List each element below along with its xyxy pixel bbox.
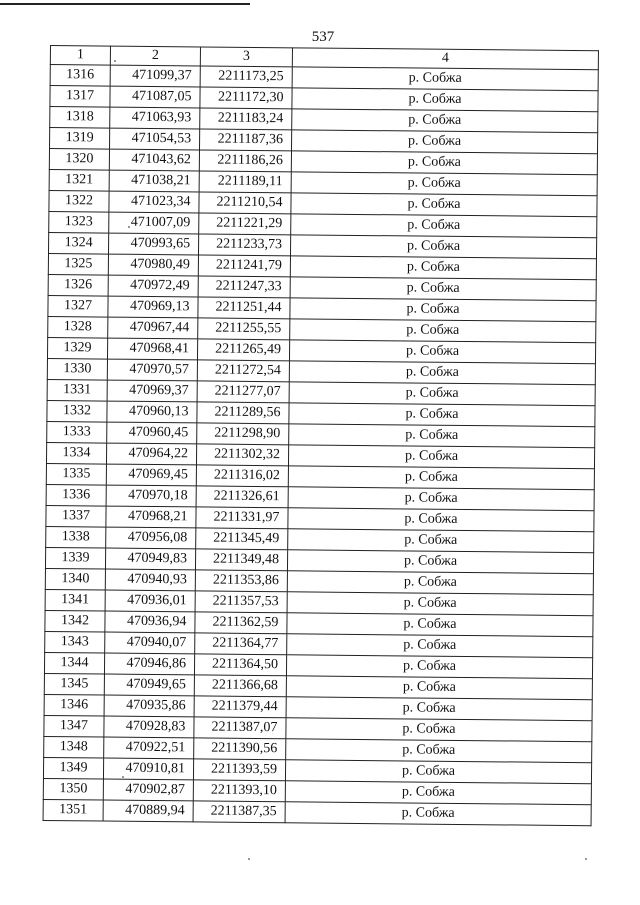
coordinate-x-cell: 471099,37 bbox=[110, 65, 200, 87]
coordinate-y-cell: 2211390,56 bbox=[194, 738, 286, 760]
point-number-cell: 1325 bbox=[48, 253, 108, 275]
location-name-cell: р. Собжа bbox=[287, 613, 593, 637]
point-number-cell: 1340 bbox=[45, 568, 105, 590]
coordinate-x-cell: 470969,13 bbox=[108, 296, 198, 318]
location-name-cell: р. Собжа bbox=[290, 256, 596, 280]
point-number-cell: 1336 bbox=[46, 484, 106, 506]
point-number-cell: 1335 bbox=[46, 463, 106, 485]
point-number-cell: 1319 bbox=[50, 128, 110, 150]
coordinate-x-cell: 470993,65 bbox=[108, 233, 198, 255]
coordinate-y-cell: 2211247,33 bbox=[198, 276, 290, 298]
coordinate-x-cell: 471087,05 bbox=[110, 86, 200, 108]
coordinate-y-cell: 2211289,56 bbox=[197, 402, 289, 424]
location-name-cell: р. Собжа bbox=[289, 382, 595, 406]
point-number-cell: 1349 bbox=[43, 757, 103, 779]
point-number-cell: 1323 bbox=[49, 211, 109, 233]
coordinate-y-cell: 2211357,53 bbox=[195, 591, 287, 613]
coordinate-y-cell: 2211387,35 bbox=[193, 801, 285, 823]
point-number-cell: 1318 bbox=[50, 107, 110, 129]
coordinate-x-cell: 470972,49 bbox=[108, 275, 198, 297]
location-name-cell: р. Собжа bbox=[291, 130, 597, 154]
coordinate-x-cell: 470940,93 bbox=[105, 569, 195, 591]
coordinate-y-cell: 2211233,73 bbox=[198, 234, 290, 256]
coordinate-y-cell: 2211187,36 bbox=[199, 129, 291, 151]
coordinate-y-cell: 2211331,97 bbox=[196, 507, 288, 529]
location-name-cell: р. Собжа bbox=[290, 319, 596, 343]
coordinate-y-cell: 2211172,30 bbox=[200, 87, 292, 109]
location-name-cell: р. Собжа bbox=[290, 277, 596, 301]
location-name-cell: р. Собжа bbox=[289, 361, 595, 385]
scan-speck bbox=[122, 776, 124, 778]
column-header-4: 4 bbox=[292, 48, 598, 70]
location-name-cell: р. Собжа bbox=[285, 781, 591, 805]
point-number-cell: 1329 bbox=[47, 337, 107, 359]
location-name-cell: р. Собжа bbox=[290, 298, 596, 322]
point-number-cell: 1331 bbox=[47, 379, 107, 401]
coordinate-y-cell: 2211364,50 bbox=[194, 654, 286, 676]
coordinate-y-cell: 2211298,90 bbox=[197, 423, 289, 445]
coordinate-y-cell: 2211379,44 bbox=[194, 696, 286, 718]
location-name-cell: р. Собжа bbox=[286, 697, 592, 721]
coordinate-x-cell: 470946,86 bbox=[104, 653, 194, 675]
column-header-3: 3 bbox=[200, 47, 292, 67]
table-row bbox=[43, 799, 591, 825]
point-number-cell: 1348 bbox=[44, 736, 104, 758]
coordinate-x-cell: 470960,45 bbox=[107, 422, 197, 444]
coordinate-x-cell: 470949,83 bbox=[105, 548, 195, 570]
coordinate-y-cell: 2211366,68 bbox=[194, 675, 286, 697]
point-number-cell: 1317 bbox=[50, 86, 110, 108]
point-number-cell: 1346 bbox=[44, 694, 104, 716]
location-name-cell: р. Собжа bbox=[286, 676, 592, 700]
point-number-cell: 1344 bbox=[44, 652, 104, 674]
coordinate-y-cell: 2211183,24 bbox=[200, 108, 292, 130]
location-name-cell: р. Собжа bbox=[288, 466, 594, 490]
location-name-cell: р. Собжа bbox=[287, 592, 593, 616]
coordinate-x-cell: 470910,81 bbox=[103, 758, 193, 780]
location-name-cell: р. Собжа bbox=[285, 760, 591, 784]
location-name-cell: р. Собжа bbox=[288, 529, 594, 553]
coordinate-y-cell: 2211353,86 bbox=[195, 570, 287, 592]
coordinate-x-cell: 470949,65 bbox=[104, 674, 194, 696]
coordinate-x-cell: 471043,62 bbox=[109, 149, 199, 171]
coordinate-x-cell: 470980,49 bbox=[108, 254, 198, 276]
point-number-cell: 1350 bbox=[43, 778, 103, 800]
coordinate-y-cell: 2211387,07 bbox=[194, 717, 286, 739]
scan-edge-mark bbox=[0, 3, 250, 5]
coordinate-y-cell: 2211364,77 bbox=[195, 633, 287, 655]
coordinate-y-cell: 2211345,49 bbox=[196, 528, 288, 550]
point-number-cell: 1320 bbox=[49, 149, 109, 171]
coordinate-x-cell: 470902,87 bbox=[103, 779, 193, 801]
point-number-cell: 1322 bbox=[49, 190, 109, 212]
coordinate-y-cell: 2211265,49 bbox=[197, 339, 289, 361]
scan-speck bbox=[128, 226, 130, 228]
location-name-cell: р. Собжа bbox=[286, 739, 592, 763]
location-name-cell: р. Собжа bbox=[289, 403, 595, 427]
point-number-cell: 1330 bbox=[47, 358, 107, 380]
point-number-cell: 1328 bbox=[48, 316, 108, 338]
coordinate-x-cell: 470936,01 bbox=[105, 590, 195, 612]
point-number-cell: 1351 bbox=[43, 799, 103, 821]
point-number-cell: 1334 bbox=[46, 442, 106, 464]
coordinate-x-cell: 470969,37 bbox=[107, 380, 197, 402]
page-number: 537 bbox=[311, 29, 335, 45]
coordinate-x-cell: 470968,41 bbox=[107, 338, 197, 360]
scan-speck bbox=[114, 60, 116, 62]
point-number-cell: 1332 bbox=[47, 400, 107, 422]
coordinate-y-cell: 2211251,44 bbox=[198, 297, 290, 319]
location-name-cell: р. Собжа bbox=[292, 88, 598, 112]
location-name-cell: р. Собжа bbox=[291, 151, 597, 175]
point-number-cell: 1327 bbox=[48, 295, 108, 317]
point-number-cell: 1316 bbox=[50, 65, 110, 87]
coordinate-y-cell: 2211221,29 bbox=[199, 213, 291, 235]
coordinate-x-cell: 470970,57 bbox=[107, 359, 197, 381]
coordinate-y-cell: 2211272,54 bbox=[197, 360, 289, 382]
location-name-cell: р. Собжа bbox=[289, 424, 595, 448]
coordinate-x-cell: 470922,51 bbox=[104, 737, 194, 759]
point-number-cell: 1324 bbox=[48, 232, 108, 254]
coordinate-y-cell: 2211326,61 bbox=[196, 486, 288, 508]
point-number-cell: 1347 bbox=[44, 715, 104, 737]
coordinate-x-cell: 470935,86 bbox=[104, 695, 194, 717]
point-number-cell: 1321 bbox=[49, 169, 109, 191]
coordinate-x-cell: 471038,21 bbox=[109, 170, 199, 192]
coordinate-x-cell: 470928,83 bbox=[104, 716, 194, 738]
location-name-cell: р. Собжа bbox=[286, 655, 592, 679]
location-name-cell: р. Собжа bbox=[288, 487, 594, 511]
location-name-cell: р. Собжа bbox=[291, 172, 597, 196]
coordinate-y-cell: 2211302,32 bbox=[196, 444, 288, 466]
point-number-cell: 1338 bbox=[46, 526, 106, 548]
coordinate-x-cell: 470956,08 bbox=[106, 527, 196, 549]
point-number-cell: 1343 bbox=[45, 631, 105, 653]
point-number-cell: 1342 bbox=[45, 610, 105, 632]
coordinate-x-cell: 471054,53 bbox=[110, 128, 200, 150]
location-name-cell: р. Собжа bbox=[287, 634, 593, 658]
coordinate-y-cell: 2211189,11 bbox=[199, 171, 291, 193]
location-name-cell: р. Собжа bbox=[285, 802, 591, 826]
coordinate-x-cell: 470970,18 bbox=[106, 485, 196, 507]
point-number-cell: 1339 bbox=[45, 547, 105, 569]
location-name-cell: р. Собжа bbox=[288, 445, 594, 469]
coordinate-y-cell: 2211186,26 bbox=[199, 150, 291, 172]
location-name-cell: р. Собжа bbox=[291, 193, 597, 217]
scan-speck bbox=[248, 858, 250, 860]
coordinate-x-cell: 470964,22 bbox=[106, 443, 196, 465]
location-name-cell: р. Собжа bbox=[290, 235, 596, 259]
point-number-cell: 1333 bbox=[47, 421, 107, 443]
scan-speck bbox=[585, 858, 587, 860]
location-name-cell: р. Собжа bbox=[292, 67, 598, 91]
location-name-cell: р. Собжа bbox=[288, 508, 594, 532]
coordinate-x-cell: 470889,94 bbox=[103, 800, 193, 822]
coordinate-x-cell: 471063,93 bbox=[110, 107, 200, 129]
column-header-1: 1 bbox=[50, 46, 110, 66]
coordinate-x-cell: 471023,34 bbox=[109, 191, 199, 213]
coordinate-y-cell: 2211210,54 bbox=[199, 192, 291, 214]
point-number-cell: 1345 bbox=[44, 673, 104, 695]
coordinate-x-cell: 470967,44 bbox=[108, 317, 198, 339]
location-name-cell: р. Собжа bbox=[286, 718, 592, 742]
location-name-cell: р. Собжа bbox=[287, 571, 593, 595]
coordinate-y-cell: 2211255,55 bbox=[198, 318, 290, 340]
coordinate-x-cell: 471007,09 bbox=[109, 212, 199, 234]
coordinate-x-cell: 470940,07 bbox=[105, 632, 195, 654]
location-name-cell: р. Собжа bbox=[291, 214, 597, 238]
coordinates-table bbox=[43, 45, 599, 826]
location-name-cell: р. Собжа bbox=[289, 340, 595, 364]
coordinate-y-cell: 2211277,07 bbox=[197, 381, 289, 403]
coordinate-y-cell: 2211241,79 bbox=[198, 255, 290, 277]
point-number-cell: 1326 bbox=[48, 274, 108, 296]
coordinate-x-cell: 470960,13 bbox=[107, 401, 197, 423]
location-name-cell: р. Собжа bbox=[292, 109, 598, 133]
coordinate-y-cell: 2211393,10 bbox=[193, 780, 285, 802]
point-number-cell: 1337 bbox=[46, 505, 106, 527]
coordinate-x-cell: 470969,45 bbox=[106, 464, 196, 486]
location-name-cell: р. Собжа bbox=[287, 550, 593, 574]
table-body bbox=[43, 65, 598, 826]
column-header-2: 2 bbox=[110, 46, 200, 66]
coordinate-y-cell: 2211316,02 bbox=[196, 465, 288, 487]
point-number-cell: 1341 bbox=[45, 589, 105, 611]
coordinate-y-cell: 2211362,59 bbox=[195, 612, 287, 634]
coordinate-y-cell: 2211393,59 bbox=[193, 759, 285, 781]
coordinate-y-cell: 2211349,48 bbox=[195, 549, 287, 571]
coordinate-x-cell: 470968,21 bbox=[106, 506, 196, 528]
coordinate-y-cell: 2211173,25 bbox=[200, 66, 292, 88]
coordinate-x-cell: 470936,94 bbox=[105, 611, 195, 633]
